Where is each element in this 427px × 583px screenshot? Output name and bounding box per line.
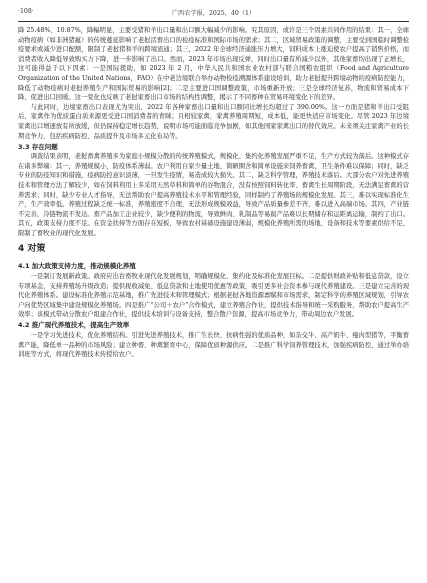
header-rule: [18, 21, 409, 22]
paragraph: 调查结果表明，老挝畜禽养殖多为家庭小规模分散的传统养殖模式，规模化、集约化养殖发展严重不足，生产方式较为落后。这种模式存在诸多弊端：其一，养殖规模小，防疫体系薄弱。农户利用自家少量土地、简陋圈舍和简单设施来饲养畜禽，卫生条件难以保障；同时，缺乏专业的防疫知识和措施，疫病防控意识淡薄，一旦发生疫情，易造成较大损失。其二，缺乏科学管理，养殖技术落后。大部分农户对先进养殖技术和管理方法了解较少，如在饲料利用上多采用天然草料和简单的谷物混合，没有按照饲料转化率、畜禽生长周期阶段，无法满足畜禽的营养需求；同时，缺少专业人才指导，无法帮助农户提高养殖技术水平和管理经验，同样制约了养殖场的规模化发展。其三，难以实现标准化生产，生产效率低。养殖过程缺乏统一标准，养殖密度不合理、无法形成规模效益，导致产品质量参差不齐，难以进入高端市场。其四，产业链不完善，冷链物流不发达。畜产品加工企业较少，缺少便利的物流，导致鲜肉、乳制品等易腐产品难以长期储存和运距离运输，制约了出口。其五，政策支持力度不足。在资金扶持等方面存在短板，导致农村基础设施建设薄弱，规模化养殖所需的场地、设备和技术等要素供给不足，限制了畜牧业的现代化发展。: [18, 153, 409, 237]
subsection-heading: 4.1 加大政策支持力度，推动规模化养殖: [18, 262, 136, 271]
journal-citation: 广西农学报，2025，40（1）: [171, 10, 256, 17]
paragraph: 降 25.48%、10.87%，降幅明显，主要受猪和羊出口量和出口额大幅减少的影响。究其原因，或许是三个因素共同作用的结果：其一，全球动物疫病（如非洲猪瘟）的传统蔓延影响了老挝活畜出口的检疫标准和国际市场的需求；其二，区域贸易政策的调整，主要受到国临时调整检疫要求或减少进口配额，限制了老挝猪和羊的跨境流通；其三，2022 年全球经济通胀压力增大，饲料成本上涨迫使农户提高了销售价格，而消费者收入降低导致购买力下降，进一步影响了出口。然而，2023 年市场出现反弹，同时出口量有所减少以外，其他家畜均出现了正增长，这可能得益于以下因素：一是国际援助，如 2023 年 2 月，中华人民共和国农业农村部与联合国粮农组织（Food and Agriculture Organization of the United Nations，FAO）在中老边境联合举办动物检疫溯源体系建设培训，助力老挝提升跨境动物的疫病防控能力，降低了动物疫病对老挝养殖生产和国际贸易的影响[2]；二是主要进口国调整政策，市场重新开放；三是全球经济复苏，物流和贸易成本下降，促进出口回暖。这一变化也反映了老挝家畜出口市场的结构性调整，揭示了不同畜种在贸易环境变化下的差异。: [18, 27, 409, 102]
page-number: ·108·: [18, 8, 34, 15]
article-body: [18, 26, 409, 360]
subsection-heading: 4.2 推广现代养殖技术，提高生产效率: [18, 321, 130, 330]
paragraph: 与此同时，边境家畜出口表现尤为突出，2022 年各种家畜出口量和出口额同比增长均超过了 390.00%。这一方面是猪和羊出口受阻后，家禽作为优质蛋白质来源更受进口国消费者的青睐；且相较家禽，家禽养殖周期短，成本低，能更快适应市场变化。尽管 2023 年边境家禽出口增速放有所放缓，但仍保持稳定增长趋势，说明市场可能面临竞争加剧，如其他国家家禽出口的替代效应。未来须关注家禽产业的长期竞争力，包括疾病防控、品质提升及市场多元化布局等。: [18, 103, 409, 140]
paragraph: 一是学习先进技术，优化养殖结构。引进先进养殖技术，推广生长快、抗病性强的优质品种，如杂交牛、高产奶牛、瘦肉型猪等，平衡畜禽产能，降低单一品种的市场风险；建立种畜、种禽繁育中心，保障优质种源供应。二是推广科学饲养管理技术，加强疾病防控，通过举办培训班等方式，将现代养殖技术传授给农户。: [18, 331, 409, 359]
subsection-heading: 3.3 存在问题: [18, 142, 58, 151]
paragraph: 一是制订发展新政策。政府应出台畜牧业现代化发展规划，明确规模化、集约化及标准化发展目标。二是提供财政补贴和低息贷款，设立专项基金，支持养殖场升级改造；提供税收减免、低息贷款和土地使用优惠等政策，吸引更多社会资本参与现代养殖建设。三是建立完善的现代化养殖体系。建设标准化养殖示范基地，推广先进技术和管理模式；根据老挝各地资源禀赋和市场需求，制定科学的养殖区域规划，引导农户向优势区域集中建设规模化养殖场。四是推广“公司＋农户”合作模式，建立养殖合作社，提供技术指导和统一采购服务，帮助农户提高生产效率；该模式带动分散农户组建合作社，提供技术培训与设备支持，整合散户资源，提高市场竞争力，带动周边农户发展。: [18, 272, 409, 319]
section-heading: 4 对策: [18, 244, 46, 255]
running-header: [18, 8, 409, 20]
